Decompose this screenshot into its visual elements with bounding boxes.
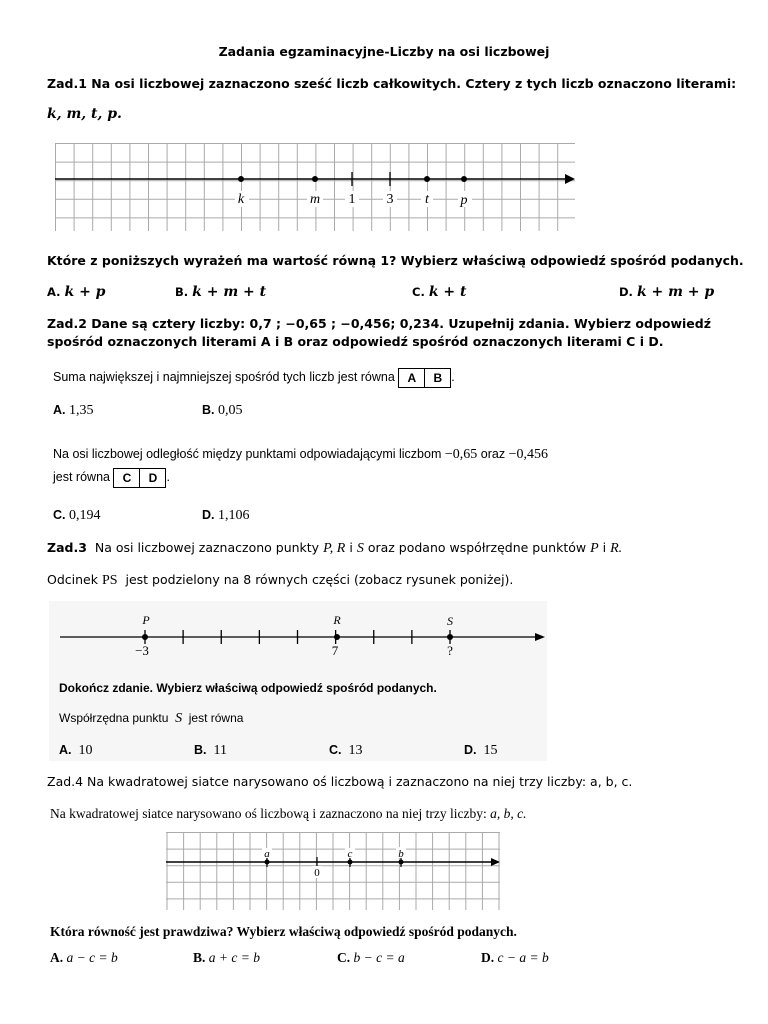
zad1-text: Zad.1 Na osi liczbowej zaznaczono sześć liczb całkowitych. Cztery z tych liczb oznaczono literami: (47, 76, 737, 91)
zad3-label-p: P (142, 613, 150, 627)
zad3-label-r: R (333, 613, 341, 627)
zad1-label-t: t (425, 192, 429, 207)
zad3-segment-text: Odcinek PS jest podzielony na 8 równych części (zobacz rysunek poniżej). (47, 572, 514, 588)
zad1-point-t (424, 176, 430, 182)
zad2-option-b[interactable]: B. 0,05 (202, 403, 243, 418)
zad3-option-d[interactable]: D. 15 (464, 743, 498, 758)
zad3-option-b[interactable]: B. 11 (194, 743, 227, 758)
zad2-option-a[interactable]: A. 1,35 (53, 403, 94, 418)
zad3-option-c[interactable]: C. 13 (329, 743, 363, 758)
zad4-point-a (265, 860, 270, 865)
zad4-label-c: c (347, 848, 353, 860)
zad2-sentence1: Suma największej i najmniejszej spośród tych liczb jest równa A B . (53, 367, 455, 388)
zad3-instruction: Dokończ zdanie. Wybierz właściwą odpowiedź spośród podanych. (59, 681, 437, 695)
zad4-point-c (348, 860, 353, 865)
zad4-question: Która równość jest prawdziwa? Wybierz właściwą odpowiedź spośród podanych. (50, 924, 517, 939)
zad1-label-m: m (309, 192, 321, 207)
zad1-label-k: k (237, 192, 245, 207)
zad1-question: Które z poniższych wyrażeń ma wartość równą 1? Wybierz właściwą odpowiedź spośród podanych. (47, 253, 744, 268)
zad2-sentence2b: jest równa C D . (53, 467, 170, 488)
zad3-point-p (142, 634, 148, 640)
zad3-option-a[interactable]: A. 10 (59, 743, 93, 758)
zad4-label-zero: 0 (314, 867, 320, 879)
zad4-label-a: a (264, 848, 270, 860)
zad1-number-line (55, 143, 580, 233)
zad3-label-s: S (447, 614, 453, 628)
zad4-option-c[interactable]: C. b − c = a (337, 950, 405, 965)
zad3-point-r (334, 634, 340, 640)
page-title: Zadania egzaminacyjne-Liczby na osi liczbowej (218, 44, 550, 59)
zad1-label-p: p (460, 193, 468, 208)
zad3-value-s: ? (447, 643, 453, 658)
zad3-value-r: 7 (331, 643, 339, 658)
zad2-sentence2a: Na osi liczbowej odległość między punktami odpowiadającymi liczbom −0,65 oraz −0,456 (53, 447, 548, 462)
zad4-figure-caption: Na kwadratowej siatce narysowano oś liczbową i zaznaczono na niej trzy liczby: a, b, c. (50, 806, 527, 821)
zad2-answer-boxes-ab[interactable]: A B (398, 368, 451, 388)
zad4-option-b[interactable]: B. a + c = b (193, 950, 260, 965)
zad3-text: Zad.3 Na osi liczbowej zaznaczono punkty P, R i S oraz podano współrzędne punktów P i R. (47, 540, 623, 556)
zad3-point-s (447, 634, 453, 640)
zad1-point-k (238, 176, 244, 182)
zad4-point-b (399, 860, 404, 865)
zad2-text: Zad.2 Dane są cztery liczby: 0,7 ; −0,65 ; −0,456; 0,234. Uzupełnij zdania. Wybierz odpowiedź spośród oznaczonych literami A i B oraz odpowiedź spośród oznaczonych literami C i D. (47, 316, 712, 349)
zad4-option-d[interactable]: D. c − a = b (481, 950, 549, 965)
zad1-label-1: 1 (348, 192, 356, 207)
zad3-number-line (55, 610, 550, 662)
zad3-value-p: −3 (135, 643, 149, 658)
zad2-option-d[interactable]: D. 1,106 (202, 508, 250, 523)
zad4-text: Zad.4 Na kwadratowej siatce narysowano oś liczbową i zaznaczono na niej trzy liczby: a, b, c. (47, 774, 633, 789)
zad3-question: Współrzędna punktu S jest równa (59, 711, 244, 726)
zad1-option-c[interactable]: C. k + t (412, 284, 467, 300)
zad1-vars: k, m, t, p. (47, 106, 122, 122)
zad1-label-3: 3 (386, 192, 394, 207)
zad4-option-a[interactable]: A. a − c = b (50, 950, 118, 965)
zad4-number-line (166, 832, 502, 910)
zad1-point-m (312, 176, 318, 182)
zad4-label-b: b (398, 848, 404, 860)
zad1-axis-arrow (565, 174, 575, 184)
zad1-option-a[interactable]: A. k + p (47, 284, 106, 300)
zad1-option-b[interactable]: B. k + m + t (175, 284, 267, 300)
zad1-point-p (461, 176, 467, 182)
zad2-answer-boxes-cd[interactable]: C D (113, 468, 166, 488)
zad2-option-c[interactable]: C. 0,194 (53, 508, 101, 523)
zad1-option-d[interactable]: D. k + m + p (619, 284, 715, 300)
zad1-grid (55, 143, 575, 231)
